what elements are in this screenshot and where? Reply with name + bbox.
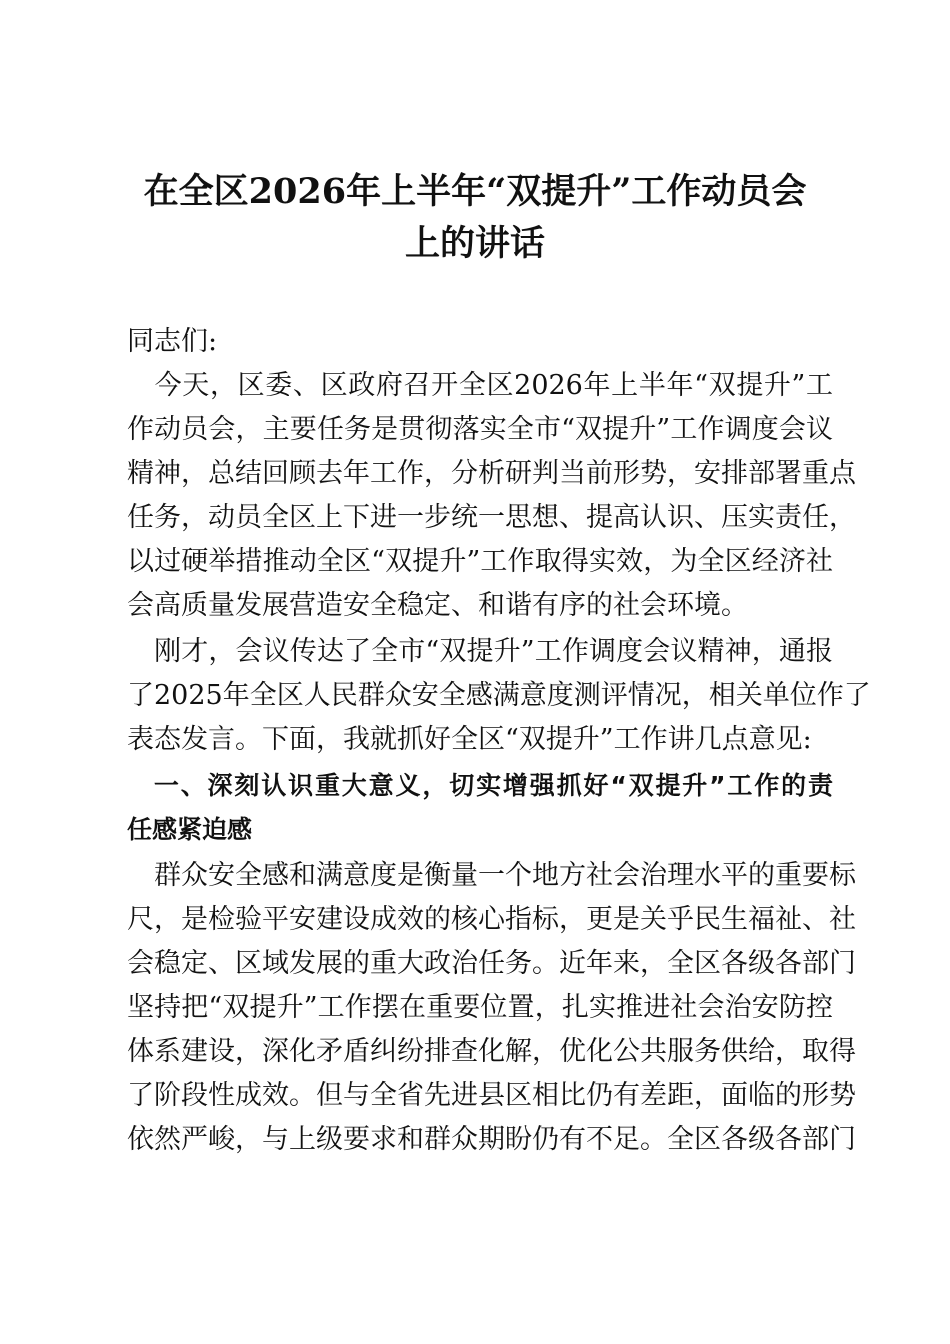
paragraph-3-line-5: 体系建设，深化矛盾纠纷排查化解，优化公共服务供给，取得 bbox=[127, 1036, 856, 1067]
paragraph-1-line-3: 精神，总结回顾去年工作，分析研判当前形势，安排部署重点 bbox=[127, 458, 856, 489]
paragraph-3-line-2: 尺，是检验平安建设成效的核心指标，更是关乎民生福祉、社 bbox=[127, 904, 856, 935]
section-heading-1-line-2: 任感紧迫感 bbox=[127, 815, 253, 844]
document-title-line-1: 在全区2026年上半年“双提升”工作动员会 bbox=[143, 171, 807, 212]
paragraph-2-line-1: 刚才，会议传达了全市“双提升”工作调度会议精神，通报 bbox=[127, 636, 833, 667]
salutation: 同志们: bbox=[127, 326, 218, 357]
paragraph-2-line-2: 了2025年全区人民群众安全感满意度测评情况，相关单位作了 bbox=[127, 680, 871, 711]
paragraph-1-line-2: 作动员会，主要任务是贯彻落实全市“双提升”工作调度会议 bbox=[127, 414, 833, 445]
paragraph-1-line-6: 会高质量发展营造安全稳定、和谐有序的社会环境。 bbox=[127, 590, 748, 621]
paragraph-1-line-1: 今天，区委、区政府召开全区2026年上半年“双提升”工 bbox=[127, 370, 833, 401]
document-title-line-2: 上的讲话 bbox=[404, 223, 545, 264]
paragraph-3-line-6: 了阶段性成效。但与全省先进县区相比仍有差距，面临的形势 bbox=[127, 1080, 856, 1111]
paragraph-3-line-1: 群众安全感和满意度是衡量一个地方社会治理水平的重要标 bbox=[127, 860, 856, 891]
paragraph-3-line-4: 坚持把“双提升”工作摆在重要位置，扎实推进社会治安防控 bbox=[127, 992, 833, 1023]
paragraph-1-line-5: 以过硬举措推动全区“双提升”工作取得实效，为全区经济社 bbox=[127, 546, 833, 577]
section-heading-1-line-1: 一、深刻认识重大意义，切实增强抓好“双提升”工作的责 bbox=[127, 771, 833, 800]
paragraph-3-line-3: 会稳定、区域发展的重大政治任务。近年来，全区各级各部门 bbox=[127, 948, 856, 979]
paragraph-1-line-4: 任务，动员全区上下进一步统一思想、提高认识、压实责任， bbox=[127, 502, 856, 533]
paragraph-2-line-3: 表态发言。下面，我就抓好全区“双提升”工作讲几点意见: bbox=[127, 724, 812, 755]
paragraph-3-line-7: 依然严峻，与上级要求和群众期盼仍有不足。全区各级各部门 bbox=[127, 1124, 856, 1155]
